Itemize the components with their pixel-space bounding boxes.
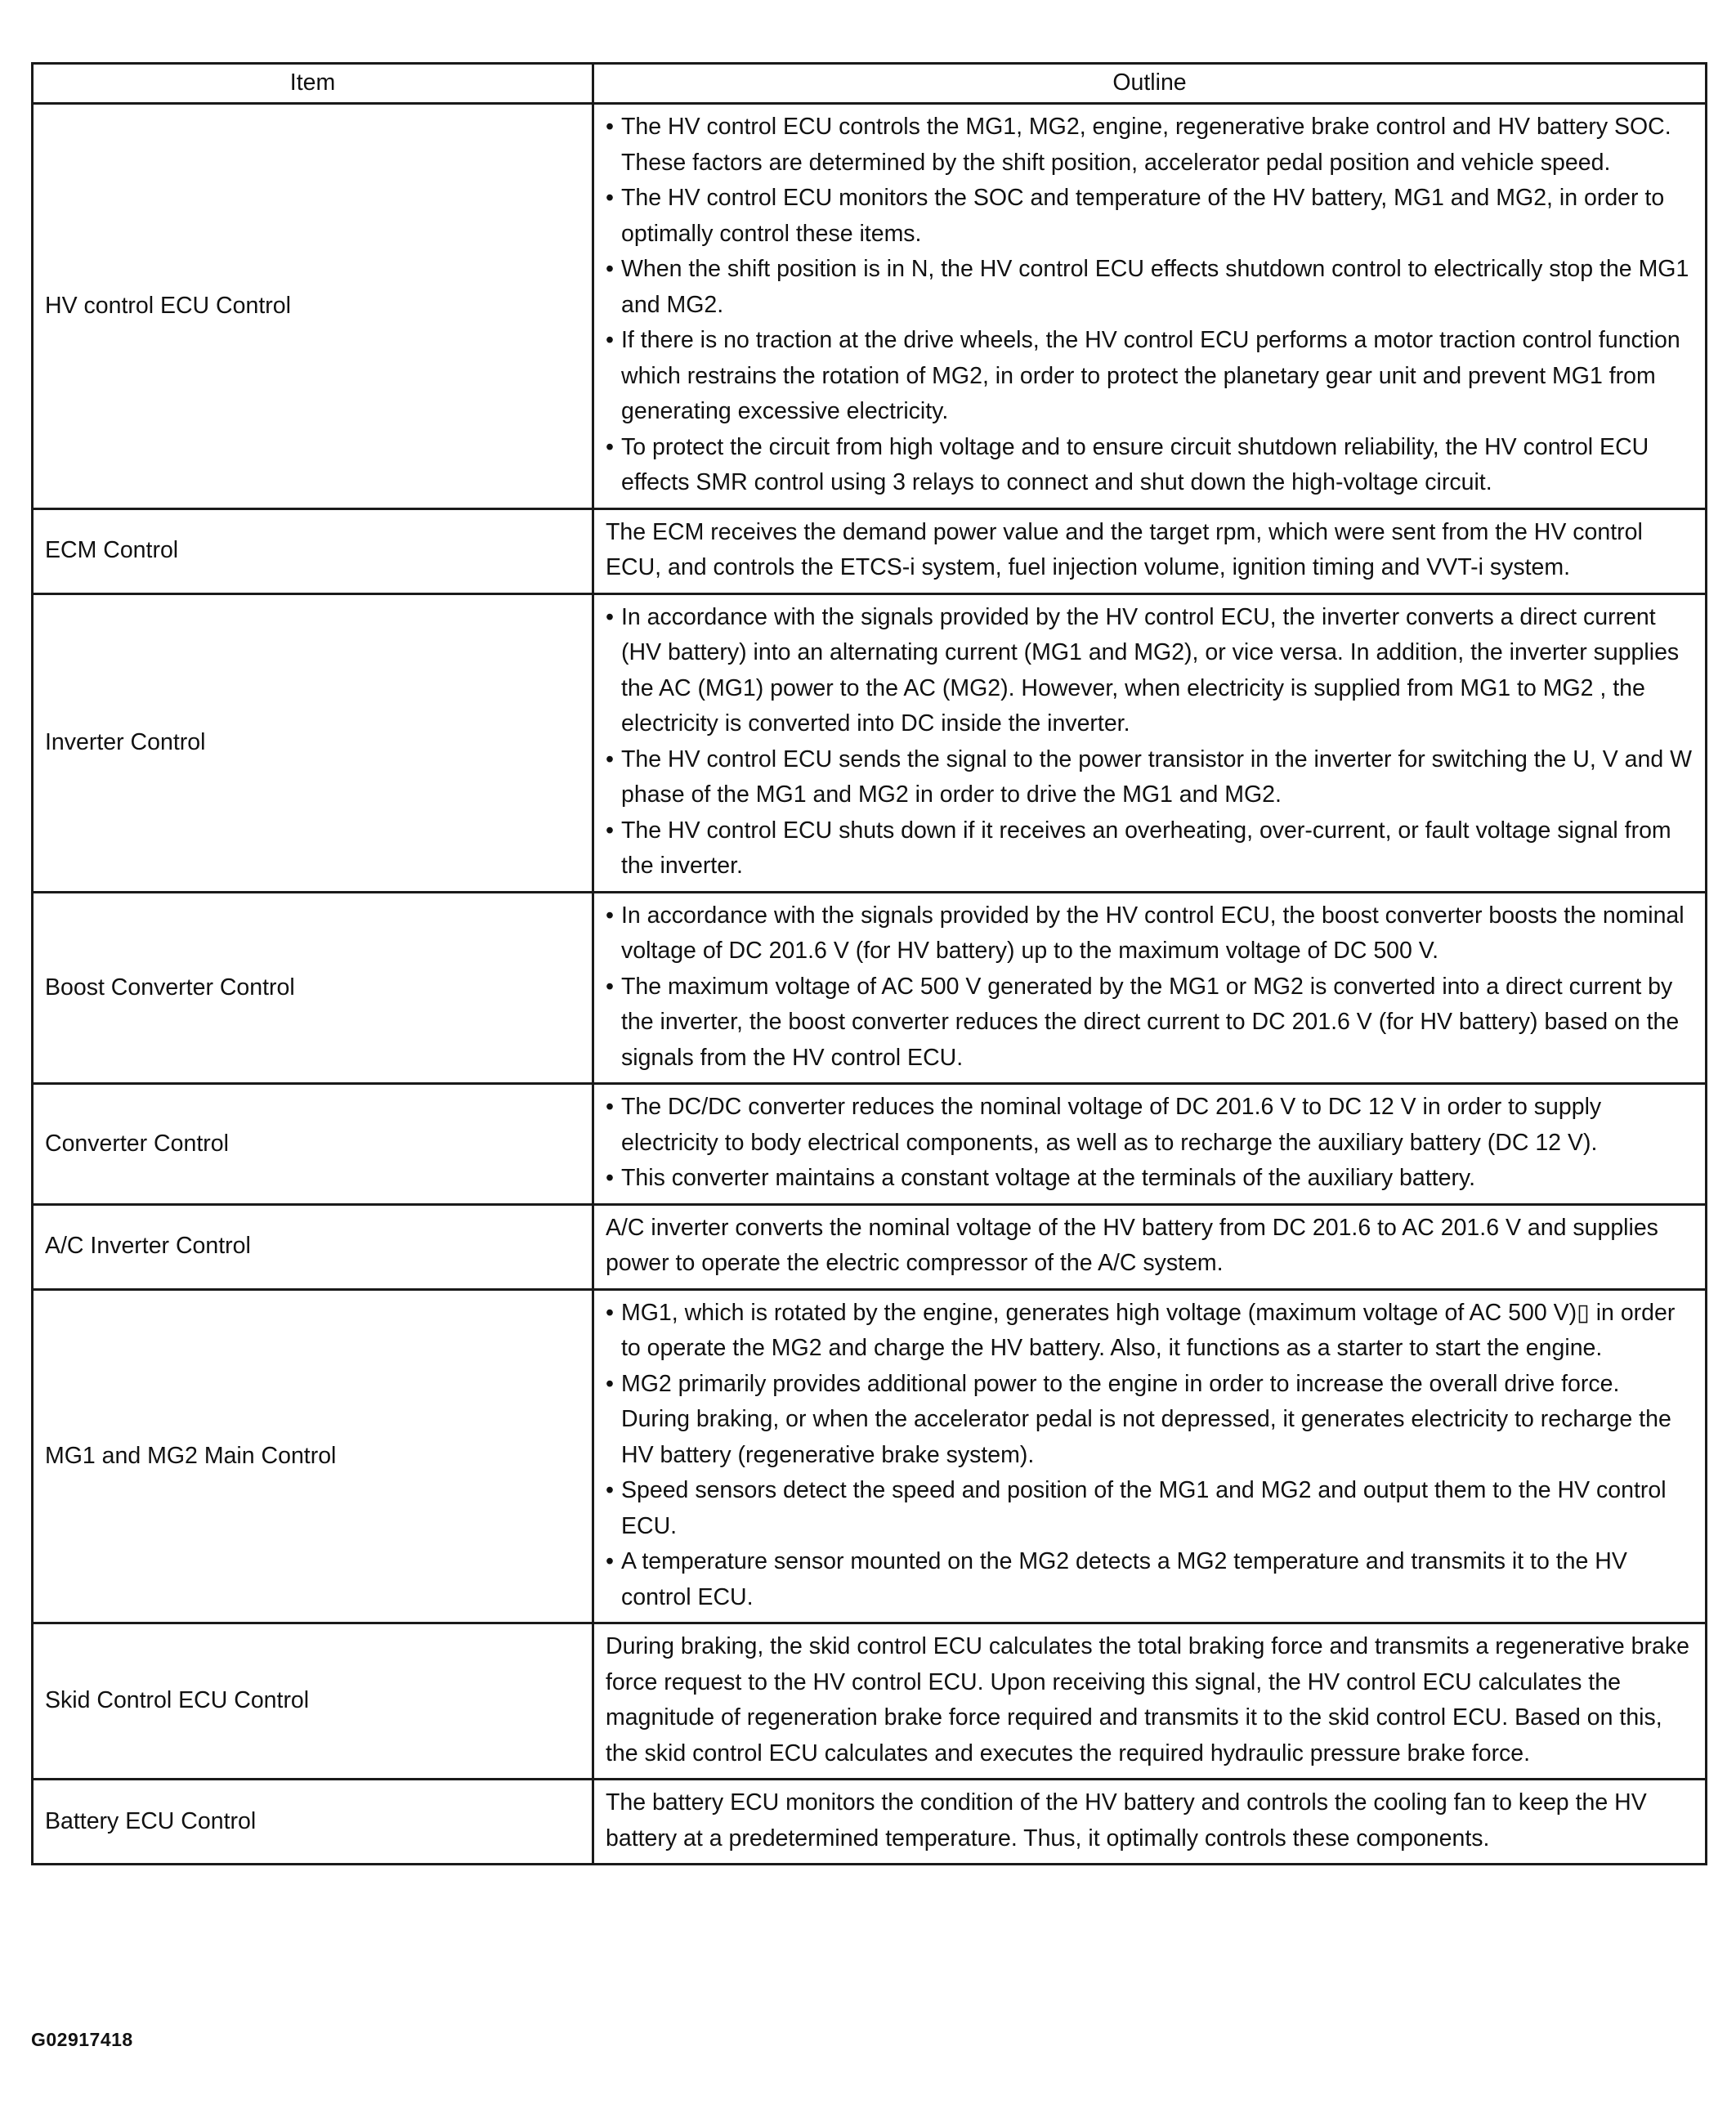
item-cell: HV control ECU Control xyxy=(33,104,593,509)
outline-bullet: • This converter maintains a constant voltage at the terminals of the auxiliary battery. xyxy=(606,1161,1692,1197)
outline-cell xyxy=(593,1204,1707,1289)
outline-bullet: • When the shift position is in N, the HV control ECU effects shutdown control to electrically stop the MG1 and MG2. xyxy=(606,252,1692,323)
outline-text: During braking, the skid control ECU calculates the total braking force and transmits a regenerative brake force request to the HV control ECU. Upon receiving this signal, the HV control ECU calculates the magnitude of regeneration brake force required and transmits it to the skid control ECU. Based on this, the skid control ECU calculates and executes the required hydraulic pressure brake force. xyxy=(606,1633,1689,1766)
table-row xyxy=(33,892,1707,1084)
outline-bullet-list xyxy=(606,600,1692,884)
outline-bullet: • The HV control ECU monitors the SOC and temperature of the HV battery, MG1 and MG2, in order to optimally control these items. xyxy=(606,181,1692,252)
outline-bullet: • A temperature sensor mounted on the MG2 detects a MG2 temperature and transmits it to the HV control ECU. xyxy=(606,1544,1692,1615)
item-cell: Battery ECU Control xyxy=(33,1780,593,1865)
outline-bullet: • To protect the circuit from high voltage and to ensure circuit shutdown reliability, the HV control ECU effects SMR control using 3 relays to connect and shut down the high-voltage circuit. xyxy=(606,430,1692,501)
item-cell: MG1 and MG2 Main Control xyxy=(33,1289,593,1623)
table-row xyxy=(33,1623,1707,1780)
item-cell: Boost Converter Control xyxy=(33,892,593,1084)
item-cell: A/C Inverter Control xyxy=(33,1204,593,1289)
column-header-item: Item xyxy=(33,64,593,104)
outline-bullet: • In accordance with the signals provided by the HV control ECU, the boost converter boosts the nominal voltage of DC 201.6 V (for HV battery) up to the maximum voltage of DC 500 V. xyxy=(606,898,1692,969)
item-cell: Inverter Control xyxy=(33,593,593,892)
table-row xyxy=(33,1289,1707,1623)
table-row xyxy=(33,593,1707,892)
figure-id: G02917418 xyxy=(31,2029,133,2050)
outline-text: A/C inverter converts the nominal voltage of the HV battery from DC 201.6 to AC 201.6 V and supplies power to operate the electric compressor of the A/C system. xyxy=(606,1214,1658,1276)
table-row xyxy=(33,1780,1707,1865)
item-cell: Converter Control xyxy=(33,1084,593,1205)
table-row xyxy=(33,1204,1707,1289)
outline-bullet: • The HV control ECU controls the MG1, MG2, engine, regenerative brake control and HV battery SOC. These factors are determined by the shift position, accelerator pedal position and vehicle speed. xyxy=(606,110,1692,181)
table-row xyxy=(33,508,1707,593)
outline-text: The battery ECU monitors the condition of the HV battery and controls the cooling fan to keep the HV battery at a predetermined temperature. Thus, it optimally controls these components. xyxy=(606,1789,1647,1852)
table-row xyxy=(33,104,1707,509)
outline-cell xyxy=(593,1084,1707,1205)
outline-bullet-list xyxy=(606,1296,1692,1616)
outline-bullet-list xyxy=(606,898,1692,1077)
outline-cell xyxy=(593,1623,1707,1780)
control-outline-table xyxy=(31,62,1707,1865)
outline-text: The ECM receives the demand power value and the target rpm, which were sent from the HV control ECU, and controls the ETCS-i system, fuel injection volume, ignition timing and VVT-i system. xyxy=(606,518,1643,580)
outline-cell xyxy=(593,508,1707,593)
outline-bullet: • The DC/DC converter reduces the nominal voltage of DC 201.6 V to DC 12 V in order to supply electricity to body electrical components, as well as to recharge the auxiliary battery (DC 12 V). xyxy=(606,1090,1692,1161)
outline-cell xyxy=(593,1780,1707,1865)
outline-bullet-list xyxy=(606,110,1692,501)
outline-bullet: • MG2 primarily provides additional power to the engine in order to increase the overall drive force. During braking, or when the accelerator pedal is not depressed, it generates electricity to recharge the HV battery (regenerative brake system). xyxy=(606,1367,1692,1474)
item-cell: ECM Control xyxy=(33,508,593,593)
outline-bullet: • If there is no traction at the drive wheels, the HV control ECU performs a motor traction control function which restrains the rotation of MG2, in order to protect the planetary gear unit and prevent MG1 from generating excessive electricity. xyxy=(606,323,1692,430)
table-row xyxy=(33,1084,1707,1205)
outline-cell xyxy=(593,104,1707,509)
outline-bullet: • MG1, which is rotated by the engine, generates high voltage (maximum voltage of AC 500 V)▯ in order to operate the MG2 and charge the HV battery. Also, it functions as a starter to start the engine. xyxy=(606,1296,1692,1367)
table-header-row xyxy=(33,64,1707,104)
column-header-outline: Outline xyxy=(593,64,1707,104)
item-cell: Skid Control ECU Control xyxy=(33,1623,593,1780)
outline-bullet: • In accordance with the signals provided by the HV control ECU, the inverter converts a direct current (HV battery) into an alternating current (MG1 and MG2), or vice versa. In addition, the inverter supplies the AC (MG1) power to the AC (MG2). However, when electricity is supplied from MG1 to MG2 , the electricity is converted into DC inside the inverter. xyxy=(606,600,1692,742)
outline-bullet: • Speed sensors detect the speed and position of the MG1 and MG2 and output them to the HV control ECU. xyxy=(606,1473,1692,1544)
outline-cell xyxy=(593,892,1707,1084)
outline-cell xyxy=(593,1289,1707,1623)
outline-bullet: • The HV control ECU sends the signal to the power transistor in the inverter for switching the U, V and W phase of the MG1 and MG2 in order to drive the MG1 and MG2. xyxy=(606,742,1692,813)
outline-cell xyxy=(593,593,1707,892)
outline-bullet-list xyxy=(606,1090,1692,1197)
outline-bullet: • The HV control ECU shuts down if it receives an overheating, over-current, or fault voltage signal from the inverter. xyxy=(606,813,1692,884)
outline-bullet: • The maximum voltage of AC 500 V generated by the MG1 or MG2 is converted into a direct current by the inverter, the boost converter reduces the direct current to DC 201.6 V (for HV battery) based on the signals from the HV control ECU. xyxy=(606,969,1692,1077)
